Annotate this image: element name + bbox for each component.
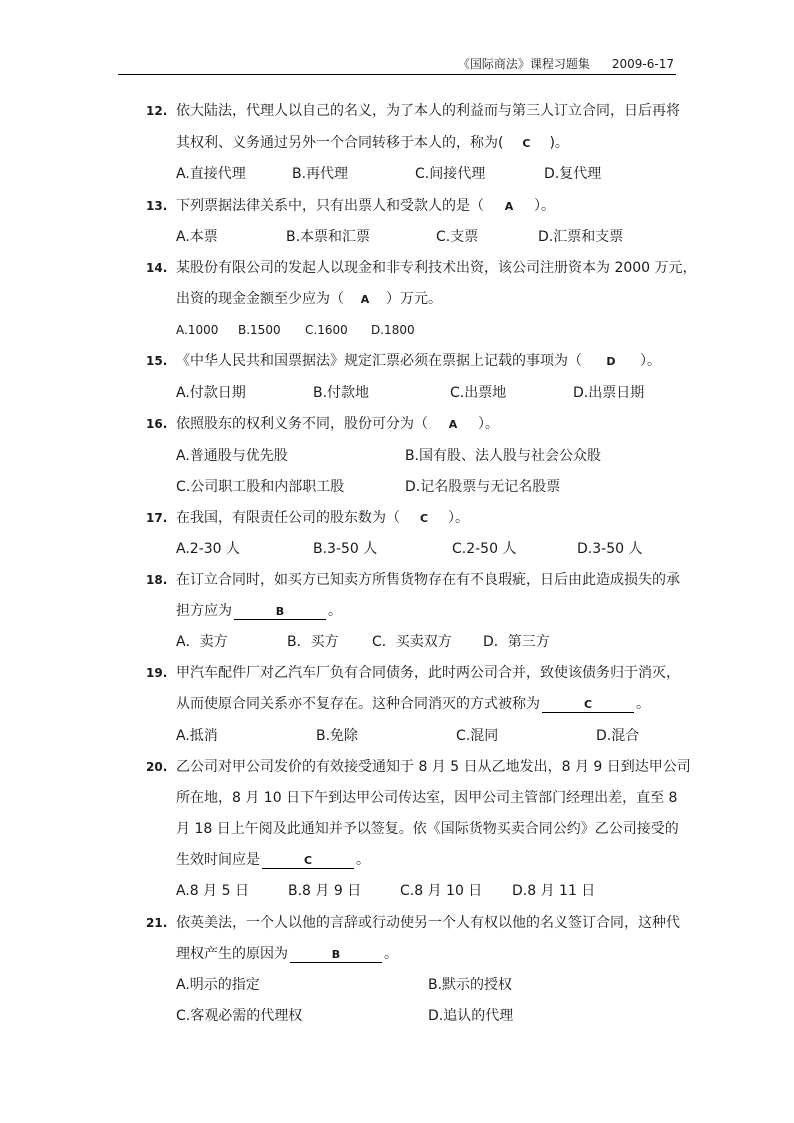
option-d: D.复代理 [544, 166, 602, 182]
option-b: B.本票和汇票 [286, 229, 371, 245]
option-b: B.1500 [238, 323, 281, 337]
option-c: C.出票地 [450, 385, 507, 401]
option-d: D.混合 [596, 728, 640, 744]
option-b: B.默示的授权 [428, 977, 513, 993]
question-text-line: 依照股东的权利义务不同，股份可分为（ A ）。 [176, 414, 499, 435]
question-text-line: 月 18 日上午阅及此通知并予以签复。依《国际货物买卖合同公约》乙公司接受的 [176, 821, 679, 837]
question-text-line: 甲汽车配件厂对乙汽车厂负有合同债务，此时两公司合并，致使该债务归于消灭， [176, 665, 680, 681]
option-a: A.付款日期 [176, 385, 246, 401]
header-info [458, 56, 674, 72]
option-a: A.8 月 5 日 [176, 883, 249, 899]
option-d: D.记名股票与无记名股票 [405, 479, 561, 495]
question-number: 15. [146, 354, 168, 368]
question-text-line: 出资的现金金额至少应为（ A ）万元。 [176, 289, 442, 310]
answer-letter: A [448, 418, 458, 431]
question-text-line: 下列票据法律关系中，只有出票人和受款人的是（ A ）。 [176, 196, 555, 217]
answer-letter: A [504, 200, 514, 213]
option-a: A.普通股与优先股 [176, 448, 288, 464]
option-d: D.出票日期 [573, 385, 645, 401]
option-d: D.1800 [371, 323, 415, 337]
option-a: A.抵消 [176, 728, 218, 744]
answer-blank: C [262, 854, 354, 869]
answer-blank: B [290, 948, 382, 963]
question-number: 13. [146, 199, 168, 213]
option-c: C.8 月 10 日 [400, 883, 483, 899]
question-number: 19. [146, 666, 168, 680]
option-d: D.8 月 11 日 [512, 883, 596, 899]
option-a: A.2-30 人 [176, 541, 241, 557]
option-d: D．第三方 [483, 634, 550, 650]
option-a: A．卖方 [176, 634, 228, 650]
option-c: C.混同 [456, 728, 499, 744]
question-text-line: 理权产生的原因为 B 。 [176, 946, 398, 962]
question-text-line: 担方应为 B 。 [176, 603, 342, 619]
question-text-line: 依英美法，一个人以他的言辞或行动使另一个人有权以他的名义签订合同，这种代 [176, 915, 680, 931]
question-number: 21. [146, 916, 168, 930]
option-c: C．买卖双方 [372, 634, 452, 650]
question-text-line: 所在地，8 月 10 日下午到达甲公司传达室，因甲公司主管部门经理出差，直至 8 [176, 790, 678, 806]
option-d: D.追认的代理 [428, 1008, 514, 1024]
option-a: A.直接代理 [176, 166, 246, 182]
option-c: C.客观必需的代理权 [176, 1008, 303, 1024]
question-number: 17. [146, 511, 168, 525]
answer-letter: C [419, 512, 429, 525]
answer-blank: B [234, 605, 326, 620]
option-a: A.本票 [176, 229, 218, 245]
answer-letter: C [522, 137, 531, 150]
question-text-line: 乙公司对甲公司发价的有效接受通知于 8 月 5 日从乙地发出，8 月 9 日到达甲公司 [176, 759, 691, 775]
question-number: 16. [146, 417, 168, 431]
answer-letter: A [360, 293, 370, 306]
question-text-line: 《中华人民共和国票据法》规定汇票必须在票据上记载的事项为（ D ）。 [176, 351, 661, 372]
answer-letter: D [606, 355, 616, 368]
page-header [118, 56, 676, 75]
option-d: D.汇票和支票 [538, 229, 624, 245]
question-number: 12. [146, 104, 168, 118]
option-a: A.1000 [176, 323, 219, 337]
question-number: 20. [146, 760, 168, 774]
option-b: B.再代理 [292, 166, 349, 182]
option-b: B．买方 [287, 634, 339, 650]
option-d: D.3-50 人 [577, 541, 643, 557]
option-a: A.明示的指定 [176, 977, 260, 993]
option-c: C.1600 [305, 323, 348, 337]
option-c: C.间接代理 [415, 166, 486, 182]
option-b: B.3-50 人 [313, 541, 378, 557]
question-text-line: 在我国，有限责任公司的股东数为（ C ）。 [176, 508, 469, 529]
question-text-line: 某股份有限公司的发起人以现金和非专利技术出资，该公司注册资本为 2000 万元， [176, 260, 697, 276]
question-number: 18. [146, 573, 168, 587]
question-text-line: 依大陆法，代理人以自己的名义，为了本人的利益而与第三人订立合同，日后再将 [176, 103, 680, 119]
option-c: C.2-50 人 [452, 541, 517, 557]
option-b: B.8 月 9 日 [288, 883, 362, 899]
question-text-line: 在订立合同时，如买方已知卖方所售货物存在有不良瑕疵，日后由此造成损失的承 [176, 572, 680, 588]
header-title: 《国际商法》课程习题集 [457, 57, 590, 71]
option-b: B.免除 [316, 728, 359, 744]
question-text-line: 从而使原合同关系亦不复存在。这种合同消灭的方式被称为 C 。 [176, 696, 650, 712]
header-date: 2009-6-17 [611, 57, 674, 71]
question-number: 14. [146, 261, 168, 275]
option-c: C.支票 [436, 229, 479, 245]
answer-blank: C [542, 698, 634, 713]
option-b: B.付款地 [313, 385, 370, 401]
question-text-line: 其权利、义务通过另外一个合同转移于本人的，称为( C )。 [176, 133, 569, 154]
option-b: B.国有股、法人股与社会公众股 [405, 448, 602, 464]
option-c: C.公司职工股和内部职工股 [176, 479, 345, 495]
question-text-line: 生效时间应是 C 。 [176, 852, 370, 868]
